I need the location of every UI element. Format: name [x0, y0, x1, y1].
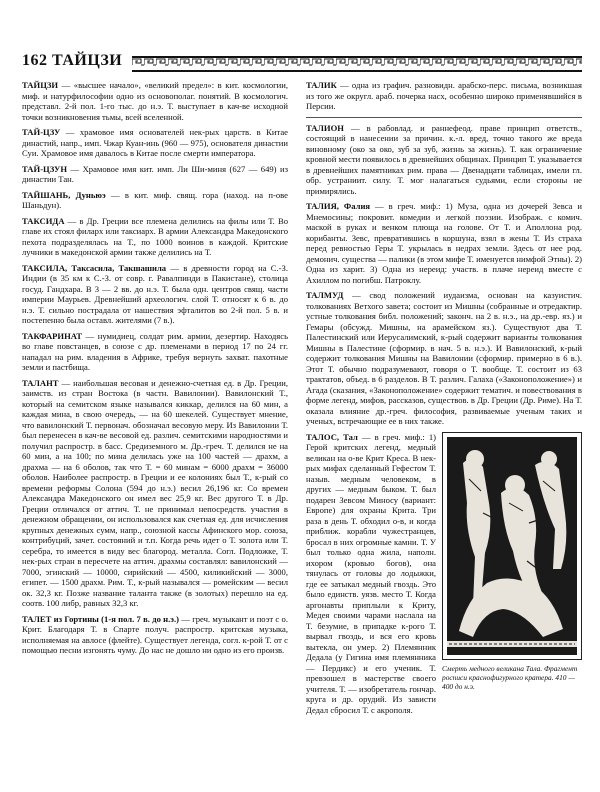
headword: ТАЙ-ЦЗУН	[22, 163, 68, 174]
entry-tay-tszu	[22, 127, 288, 159]
entry-text: — в греч. миф.: 1) Герой критских легенд, медный великан на о-ве Крит Креса. В нек-рых мифах сделанный Гефестом Т. назыв. медным человеком, в других — медным быком. Т. был подарен Зевсом Миносу (вариант: Европе) для охраны Крита. Три раза в день Т. обходил о-в, и когда приближ. корабли чужестранцев, бросал в них огромные камни. Т. У был только одна жила, наполн. ихором (кровью богов), она тянулась от головы до лодыжки, где ее затыкал медный гвоздь. Это было единств. уязв. место Т. Когда аргонавты приплыли к Криту, Медея своими чарами наслала на Т. безумие, в припадке к-рого Т. вырвал гвоздь, и вся его кровь вытекла, он умер. 2) Племянник Дедала (у Гигина имя племянника — Пердикс) и его ученик. Т. превзошел в мастерстве своего учителя. Т. — изобретатель гончар. круга и др. орудий. Из зависти Дедал сбросил Т. с акрополя.	[306, 431, 437, 715]
entry-talion	[306, 123, 582, 197]
entry-text: — наибольшая весовая и денежно-счетная ед. в Др. Греции, заимств. из стран Востока (в частн. Вавилонии). Вавилонский Т., который на семитском языке назывался киккар, делился на 60 мин, а каждая мина, в свою очередь, — на 60 шекелей. Существует мнение, что вавилонский Т. первонач. обозначал весовую меру. Из Вавилонии Т. был перенесен в кач-ве весовой ед. различ. семитскими народностями и получил распростр. в басс. Средиземного м. Др.-греч. Т. делился не на 60 мин, а на 100; по мина делилась уже на 100 частей — драхм, а драхма — на 6 оболов, так что Т. = 60 минам = 6000 драхм = 36000 оболов. Наиболее распростр. в Греции и ее колониях был Т., к-рый со времени реформы Солона (594 до н.э.) весил 26,196 кг. Со времен Александра Македонского он имел вес 25,9 кг. Вес другого Т. в Др. Греции отличался от аттич. Т. не принимал непосредств. участия в денежном обращении, он использовался как счетная ед. для исчисления крупных денежных сумм, напр., союзной кассы Афинского мор. союза, контрибуций, зачет. состояний и т.п. Когда речь идет о Т. золота или Т. серебра, то имеется в виду вес благород. металла. Согл. Подложке, Т. нек-рых стран в пересчете на аттич. драхмы составлял: вавилонский — 7000, эгинский — 10000, сирийский — 4500, киликийский — 3000, египет. — 1500 драхм. Рим. Т., к-рый назывался — ромейским — весил ок. 32,3 кг. Позже название таланта также (в золотых) перешло на ед. соотв. 100 либр, равных 32,3 кг.	[22, 377, 288, 608]
entry-talet	[22, 614, 288, 656]
entry-tay-tszun	[22, 164, 288, 185]
headword: ТАЛИЯ, Фалия	[306, 201, 371, 211]
entry-taliya	[306, 201, 582, 285]
headword: ТАЛАНТ	[22, 377, 59, 388]
header-ornament	[132, 56, 582, 72]
entry-text: — в рабовлад. и раннефеод. праве принцип ответств., состоящий в нанесении за причин. к.-л. вред, точно такого же вреда виновному (око за око, зуб за зуб, жизнь за жизнь). Т. как ограничение кровной мести появилось в древнейших общинах. Принцип Т. указывается в древнейших памятниках рим. права — Двенадцати таблицах, имели гл. обр. устраниит. силу. Т. мог налагаться судьями, если стороны не примирялись.	[306, 122, 582, 196]
entry-takfarinat	[22, 331, 288, 373]
headword: ТАЙ-ЦЗУ	[22, 127, 61, 137]
vase-painting-figure	[442, 432, 582, 660]
entry-talmud	[306, 290, 582, 427]
entry-talos	[306, 432, 582, 716]
entry-text: — в Др. Греции все племена делились на филы или Т. Во главе их стоял филарх или таксиарх. В армии Александра Македонского пехота подразделялась на Т., по 1000 воинов в каждой. Критские лучники в македонской армии также делились на Т.	[22, 215, 288, 257]
page-heading	[22, 52, 122, 70]
headword: ТАЛИОН	[306, 122, 344, 133]
headword: ТАЙЦЗИ	[22, 80, 59, 90]
right-column	[306, 80, 582, 720]
headword: ТАКФАРИНАТ	[22, 330, 82, 341]
headword: ТАКСИДА	[22, 215, 65, 226]
headword: ТАЛОС, Тал	[306, 431, 358, 442]
entry-text: — нумидиец, солдат рим. армии, дезертир. Находясь во главе повстанцев, в союзе с др. племенами в период 17 по 24 гг. нападал на рим. владения в Африке, требуя вернуть захват. пахотные земли и пастбища.	[22, 330, 288, 372]
entry-text: — в древности город на С.-З. Индии (в 35 км к С.-З. от совр. г. Равалпинди в Пакистане), столица госуд. Гандхара. В 3 — 2 вв. до н.э. Т. была одн. центров свящ. части империи Маурьев. Древнейший археологич. слой Т. относят к 6 в. до н.э. Т. сильно пострадала от нашествия эфталитов во 2-й пол. 5 в. и постепенно была оставл. жителями (7 в.).	[22, 262, 288, 325]
entry-taksida	[22, 216, 288, 258]
entry-text: — храмовое имя основателей нек-рых царств. в Китае династий, напр., имп. Чжар Куан-инь (960 — 975), основателя династии Суи. Храмовое имя давалось в Китае после смерти императора.	[22, 127, 288, 158]
page-number: 162	[22, 52, 48, 69]
entry-text: — одна из графич. разновидн. арабско-перс. письма, возникшая из того же округл. араб. почерка насх, особенно широко применявшийся в Персии.	[306, 80, 582, 111]
headword: ТАЙШАНЬ, Дуньюэ	[22, 189, 106, 200]
entry-taytszi	[22, 80, 288, 122]
entry-text: — в греч. миф.: 1) Муза, одна из дочерей Зевса и Мнемосины; покровит. комедии и легкой поэзии. Изображ. с комич. маской в руках и венком плюща на голове. От Т. и Аполлона род. корибанты. Зевс, превратившись в коршуна, взял в жены Т. Из страха перед ревностью Геры Т. укрылась в недрах земли. Здесь от нее род. демонич. существа — палики (в этом мифе Т. именуется нимфой Этны). 2) Одна из харит. 3) Одна из нереид: участв. в плаче нереид вместе с Ахиллом по погибш. Патроклу.	[306, 201, 582, 285]
figure-caption: Смерть медного великана Тала. Фрагмент росписи краснофигурного кратера. 410 — 400 до н.э.	[442, 663, 578, 691]
entry-text: — свод положений иудаизма, основан на казуистич. толкованиях Ветхого завета; состоит из Мишны (собранные и отредактир. устные толкования библ. положений; законч. на 2 в. н.э., на др.-евр. яз.) и Гемары (обсужд. Мишны, на арамейском яз.). Существуют два Т. Палестинский или Иерусалимский, к-рый содержит варианты толкования Мишны в Палестине (сформир. в нач. 5 в. н.э.). И Вавилонский, к-рый содержит толкования Мишны на Вавилонии (сформир. примерно в 6 в.). Этот Т. обычно подразумевают, говоря о Т. вообще. Т. состоит из 63 трактатов, объед. в 6 разделов. В Т. различ. Галаха («Законоположение») и Агада (сказания, «Законоположение» содержит тематич. и повествования в форме легенд, мифов, рассказов, существов. в Др. Греции (Др. Риме). На Т. оказала влияние др.-греч. философия, развиваемые ученым таких и ученых, встречающие ее в них также.	[306, 290, 582, 426]
headword: ТАЛИК	[306, 80, 337, 90]
headword: ТАКСИЛА, Таксасила, Такшашила	[22, 262, 167, 273]
entry-text: — «высшее начало», «великий предел»: в кит. космологии, миф. и натурфилософии одно из основополаг. понятий. В космологич. представл. 2-й пол. 1-го тыс. до н.э. Т. выступает в кач-ве исходной точки возникновения тьмы, всей вселенной.	[22, 80, 288, 122]
page-header	[22, 52, 582, 72]
entry-text: — в кит. миф. свящ. гора (наход. на п-ове Шаньдун).	[22, 189, 288, 210]
headword: ТАЛЕТ из Гортины (1-я пол. 7 в. до н.э.)	[22, 613, 179, 624]
divider	[306, 117, 582, 118]
entry-talik	[306, 80, 582, 112]
left-column	[22, 80, 288, 661]
talos-illustration	[443, 433, 581, 659]
figure-block	[436, 432, 582, 695]
entry-text: — Храмовое имя кит. имп. Ли Ши-миня (627 — 649) из династии Тан.	[22, 163, 288, 184]
entry-text: — греч. музыкант и поэт с о. Крит. Благодаря Т. в Спарте получ. распростр. критская музыка, исполняемая на авлосе (флейте). Существует легенда, согл. к-рой Т. от с помощью песни изгонять чуму. До нас не дошло ни одно из его произв.	[22, 613, 288, 655]
entry-taksila	[22, 263, 288, 326]
entry-tayshan	[22, 190, 288, 211]
entry-talant	[22, 378, 288, 609]
headword: ТАЛМУД	[306, 290, 344, 300]
running-title: ТАЙЦЗИ	[52, 52, 123, 69]
greek-key-ornament	[132, 58, 582, 66]
